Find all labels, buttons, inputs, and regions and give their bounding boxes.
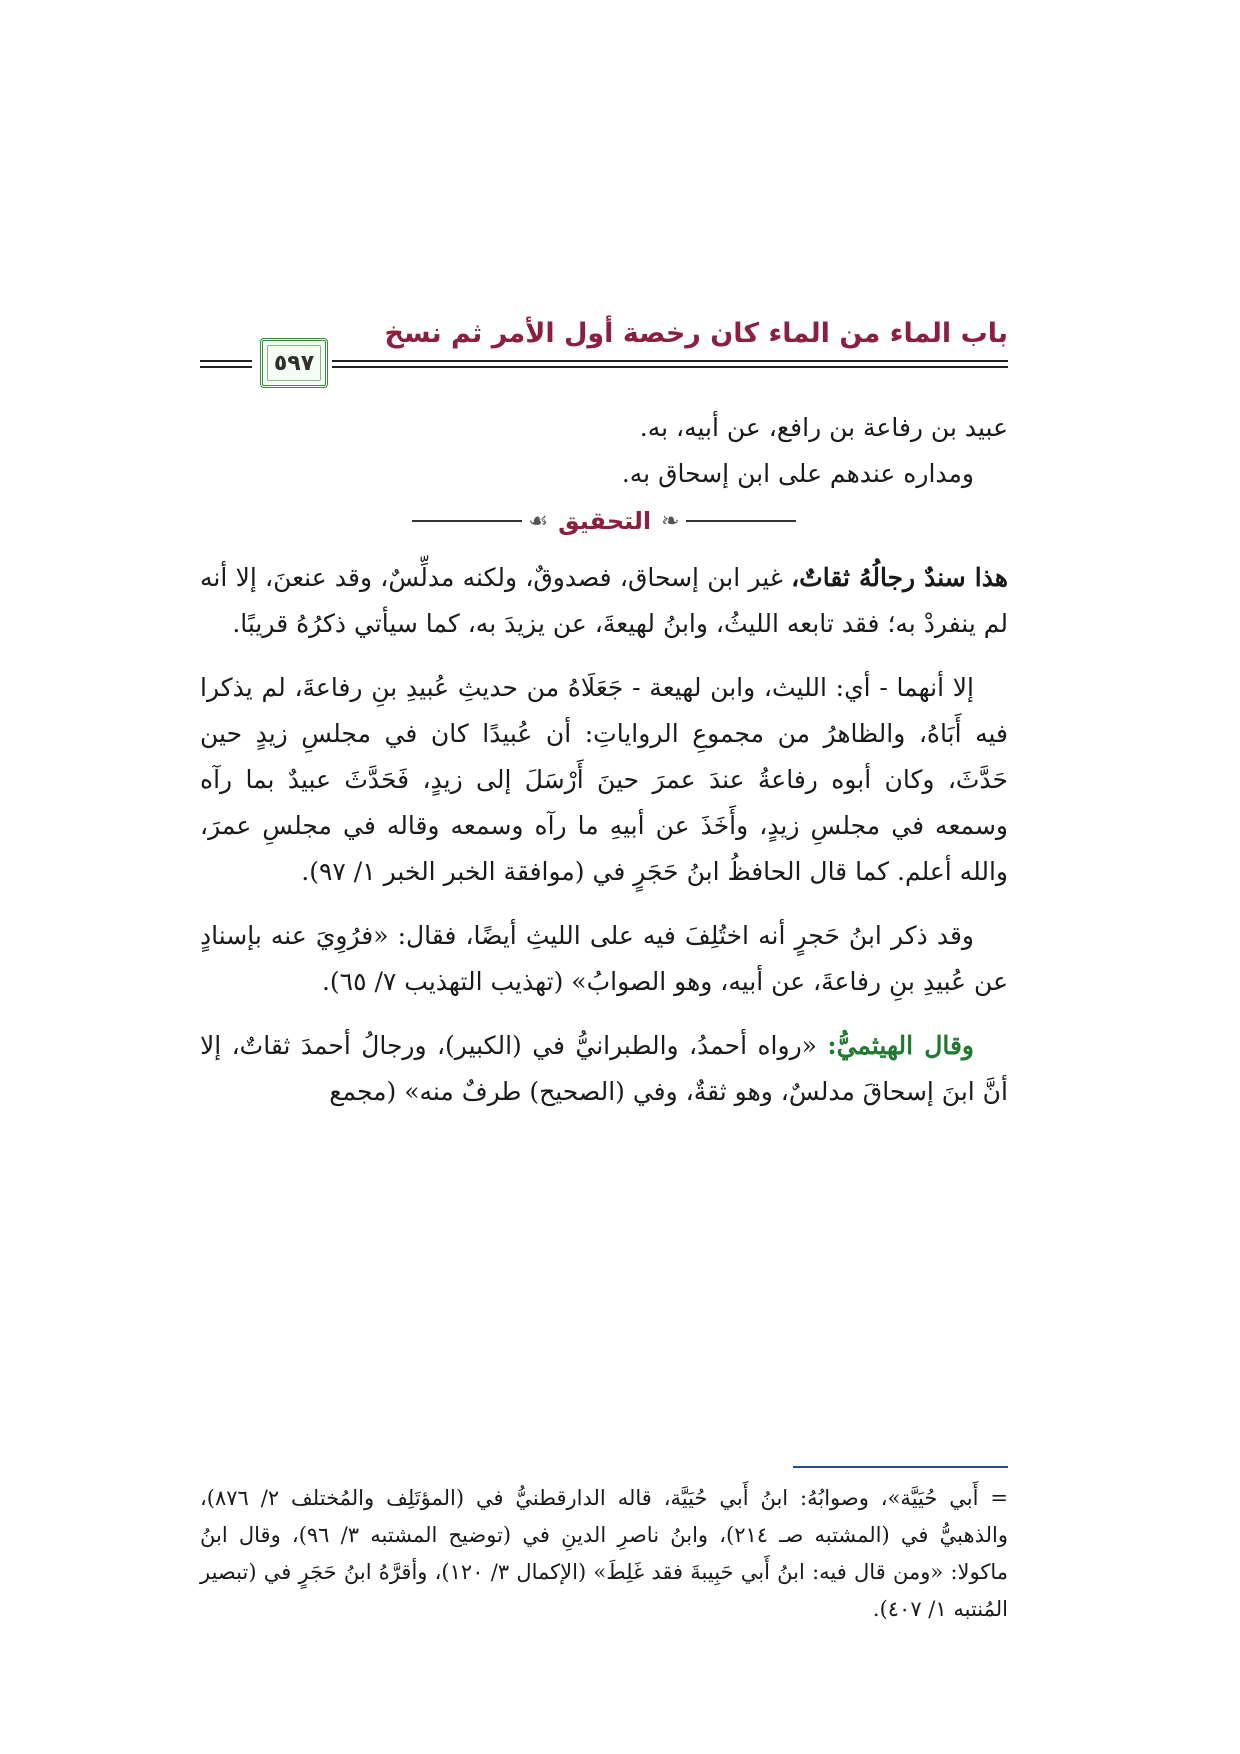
section-divider: [200, 501, 1008, 541]
text-line: ومداره عندهم على ابن إسحاق به.: [621, 459, 974, 488]
paragraph-text: غير ابن إسحاق، فصدوقٌ، ولكنه مدلِّسٌ، وقد عنعنَ، إلا أنه لم ينفردْ به؛ فقد تابعه الليثُ، وابنُ لهيعةَ، عن يزيدَ به، كما سيأتي ذكرُهُ قريبًا.: [200, 563, 1008, 638]
header-rule-bottom: [332, 366, 1008, 368]
main-text: [200, 405, 1008, 1115]
header-rule-top: [332, 360, 1008, 362]
footnote: = أَبي حُيَيَّة»، وصوابُهُ: ابنُ أَبي حُيَيَّة، قاله الدارقطنيُّ في (المؤتَلِف والمُختلف ٢/ ٨٧٦)، والذهبيُّ في (المشتبه صـ ٢١٤)، وابنُ ناصرِ الدينِ في (توضيح المشتبه ٣/ ٩٦)، وقال ابنُ ماكولا: «ومن قال فيه: ابنُ أَبي حَبِيبةَ فقد غَلِطَ» (الإكمال ٣/ ١٢٠)، وأقرَّهُ ابنُ حَجَرٍ في (تبصير المُنتبه ١/ ٤٠٧).: [200, 1486, 1008, 1621]
paragraph: وقد ذكر ابنُ حَجرٍ أنه اختُلِفَ فيه على الليثِ أيضًا، فقال: «فرُوِيَ عنه بإسنادٍ عن عُبيدِ بنِ رفاعةَ، عن أبيه، وهو الصوابُ» (تهذيب التهذيب ٧/ ٦٥).: [200, 921, 1008, 996]
paragraph-lead: هذا سندٌ رجالُهُ ثقاتٌ،: [791, 563, 1009, 592]
page-number-frame: [260, 338, 328, 388]
speaker-label: وقال الهيثميُّ:: [827, 1031, 974, 1060]
chapter-title: باب الماء من الماء كان رخصة أول الأمر ثم نسخ: [384, 318, 1008, 349]
page-number: ٥٩٧: [273, 350, 315, 376]
footnote-separator: [793, 1466, 1008, 1468]
paragraph: [200, 555, 1008, 647]
paragraph: إلا أنهما - أي: الليث، وابن لهيعة - جَعَلَاهُ من حديثِ عُبيدِ بنِ رفاعةَ، لم يذكرا فيه أَبَاهُ، والظاهرُ من مجموعِ الرواياتِ: أن عُبيدًا كان في مجلسِ زيدٍ حين حَدَّثَ، وكان أبوه رفاعةُ عندَ عمرَ حينَ أَرْسَلَ إلى زيدٍ، فَحَدَّثَ عبيدٌ بما رآه وسمعه في مجلسِ زيدٍ، وأَخَذَ عن أبيهِ ما رآه وسمعه وقاله في مجلسِ عمرَ، والله أعلم. كما قال الحافظُ ابنُ حَجَرٍ في (موافقة الخبر الخبر ١/ ٩٧).: [200, 673, 1008, 886]
paragraph: [200, 1023, 1008, 1115]
header-rule-left-bottom: [200, 366, 252, 368]
divider-line-right: [686, 520, 796, 522]
running-header: [200, 318, 1008, 388]
section-title: التحقيق: [558, 507, 652, 535]
footnotes: [200, 1480, 1008, 1628]
ornament-icon: ❧: [661, 508, 680, 534]
text-line: عبيد بن رفاعة بن رافع، عن أبيه، به.: [639, 413, 1008, 442]
divider-line-left: [412, 520, 522, 522]
ornament-icon: ☙: [528, 508, 549, 534]
paragraph-text: «رواه أحمدُ، والطبرانيُّ في (الكبير)، ورجالُ أحمدَ ثقاتٌ، إلا أنَّ ابنَ إسحاقَ مدلسٌ، وهو ثقةٌ، وفي (الصحيح) طرفٌ منه» (مجمع: [200, 1031, 1008, 1106]
header-rule-left-top: [200, 360, 252, 362]
